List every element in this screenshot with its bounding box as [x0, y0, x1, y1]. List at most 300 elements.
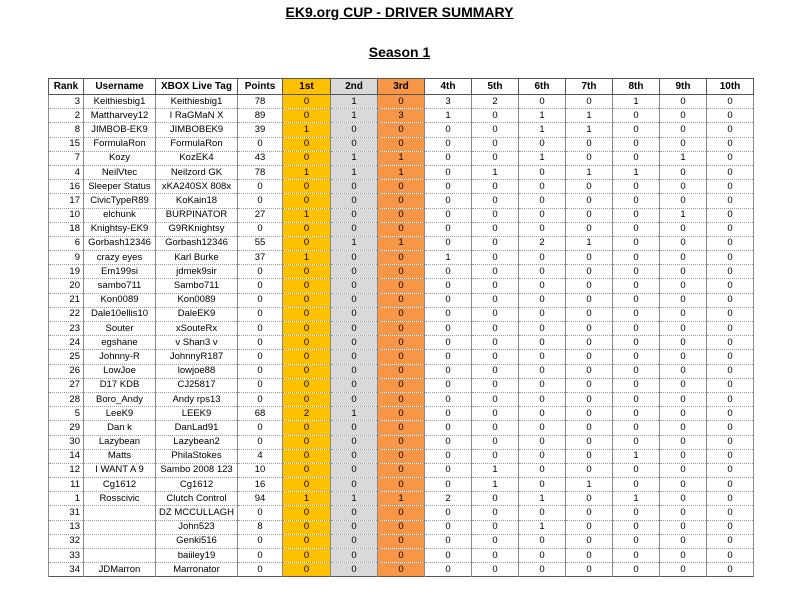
cell-5th: 0 — [472, 293, 519, 307]
cell-1st: 1 — [283, 492, 331, 506]
cell-xbox-tag: BURPINATOR — [156, 208, 238, 222]
cell-3rd: 0 — [378, 549, 425, 563]
cell-5th: 0 — [472, 151, 519, 165]
table-row — [49, 449, 754, 463]
cell-10th: 0 — [707, 180, 754, 194]
cell-points: 0 — [238, 506, 283, 520]
cell-rank: 1 — [49, 492, 84, 506]
cell-10th: 0 — [707, 165, 754, 179]
cell-10th: 0 — [707, 449, 754, 463]
cell-4th: 0 — [425, 449, 472, 463]
cell-xbox-tag: Keithiesbig1 — [156, 95, 238, 109]
cell-rank: 7 — [49, 151, 84, 165]
cell-5th: 0 — [472, 336, 519, 350]
cell-points: 0 — [238, 549, 283, 563]
cell-1st: 0 — [283, 534, 331, 548]
cell-10th: 0 — [707, 137, 754, 151]
cell-1st: 0 — [283, 506, 331, 520]
cell-username: sambo711 — [84, 279, 156, 293]
cell-1st: 0 — [283, 520, 331, 534]
cell-5th: 0 — [472, 322, 519, 336]
cell-9th: 0 — [660, 392, 707, 406]
cell-2nd: 0 — [331, 137, 378, 151]
cell-4th: 0 — [425, 364, 472, 378]
table-row — [49, 421, 754, 435]
cell-10th: 0 — [707, 478, 754, 492]
cell-rank: 6 — [49, 236, 84, 250]
cell-xbox-tag: Neilzord GK — [156, 165, 238, 179]
cell-rank: 26 — [49, 364, 84, 378]
cell-8th: 0 — [613, 279, 660, 293]
cell-username: FormulaRon — [84, 137, 156, 151]
cell-2nd: 1 — [331, 407, 378, 421]
table-row — [49, 520, 754, 534]
table-row — [49, 307, 754, 321]
cell-8th: 0 — [613, 407, 660, 421]
cell-2nd: 0 — [331, 392, 378, 406]
cell-7th: 0 — [566, 506, 613, 520]
cell-9th: 0 — [660, 378, 707, 392]
cell-7th: 0 — [566, 421, 613, 435]
cell-10th: 0 — [707, 421, 754, 435]
cell-2nd: 0 — [331, 563, 378, 577]
cell-2nd: 0 — [331, 350, 378, 364]
cell-2nd: 0 — [331, 421, 378, 435]
cell-username: Johnny-R — [84, 350, 156, 364]
cell-username: elchunk — [84, 208, 156, 222]
cell-4th: 0 — [425, 322, 472, 336]
cell-9th: 0 — [660, 251, 707, 265]
cell-3rd: 0 — [378, 350, 425, 364]
cell-9th: 1 — [660, 208, 707, 222]
cell-xbox-tag: PhilaStokes — [156, 449, 238, 463]
cell-5th: 0 — [472, 194, 519, 208]
cell-username: CivicTypeR89 — [84, 194, 156, 208]
cell-3rd: 0 — [378, 449, 425, 463]
cell-1st: 0 — [283, 109, 331, 123]
table-row — [49, 322, 754, 336]
header-6th: 6th — [519, 79, 566, 95]
cell-8th: 0 — [613, 336, 660, 350]
cell-5th: 0 — [472, 435, 519, 449]
cell-4th: 0 — [425, 435, 472, 449]
cell-points: 55 — [238, 236, 283, 250]
cell-6th: 0 — [519, 137, 566, 151]
cell-3rd: 0 — [378, 506, 425, 520]
header-5th: 5th — [472, 79, 519, 95]
cell-10th: 0 — [707, 322, 754, 336]
cell-6th: 0 — [519, 478, 566, 492]
cell-username: Mattharvey12 — [84, 109, 156, 123]
cell-6th: 0 — [519, 336, 566, 350]
cell-3rd: 0 — [378, 392, 425, 406]
cell-rank: 10 — [49, 208, 84, 222]
cell-6th: 2 — [519, 236, 566, 250]
cell-2nd: 0 — [331, 463, 378, 477]
cell-6th: 0 — [519, 165, 566, 179]
cell-rank: 29 — [49, 421, 84, 435]
cell-username: JDMarron — [84, 563, 156, 577]
cell-5th: 0 — [472, 563, 519, 577]
cell-7th: 1 — [566, 109, 613, 123]
cell-9th: 0 — [660, 407, 707, 421]
cell-username: JIMBOB-EK9 — [84, 123, 156, 137]
cell-1st: 0 — [283, 95, 331, 109]
cell-points: 94 — [238, 492, 283, 506]
cell-xbox-tag: Lazybean2 — [156, 435, 238, 449]
cell-8th: 0 — [613, 378, 660, 392]
cell-xbox-tag: JohnnyR187 — [156, 350, 238, 364]
table-row — [49, 265, 754, 279]
cell-3rd: 0 — [378, 95, 425, 109]
cell-7th: 1 — [566, 236, 613, 250]
cell-xbox-tag: LEEK9 — [156, 407, 238, 421]
table-row — [49, 151, 754, 165]
cell-7th: 0 — [566, 463, 613, 477]
cell-2nd: 0 — [331, 279, 378, 293]
header-9th: 9th — [660, 79, 707, 95]
cell-4th: 0 — [425, 563, 472, 577]
cell-points: 10 — [238, 463, 283, 477]
cell-8th: 0 — [613, 265, 660, 279]
table-row — [49, 251, 754, 265]
cell-xbox-tag: xKA240SX 808x — [156, 180, 238, 194]
cell-9th: 0 — [660, 194, 707, 208]
cell-7th: 0 — [566, 407, 613, 421]
cell-3rd: 0 — [378, 478, 425, 492]
cell-2nd: 0 — [331, 478, 378, 492]
cell-5th: 0 — [472, 236, 519, 250]
cell-3rd: 0 — [378, 563, 425, 577]
cell-7th: 0 — [566, 322, 613, 336]
cell-8th: 1 — [613, 165, 660, 179]
cell-9th: 0 — [660, 222, 707, 236]
cell-rank: 3 — [49, 95, 84, 109]
cell-rank: 23 — [49, 322, 84, 336]
cell-4th: 0 — [425, 506, 472, 520]
cell-7th: 0 — [566, 350, 613, 364]
cell-4th: 0 — [425, 421, 472, 435]
cell-8th: 0 — [613, 307, 660, 321]
cell-5th: 0 — [472, 364, 519, 378]
cell-2nd: 0 — [331, 322, 378, 336]
cell-points: 68 — [238, 407, 283, 421]
cell-7th: 0 — [566, 492, 613, 506]
cell-7th: 0 — [566, 378, 613, 392]
cell-7th: 0 — [566, 95, 613, 109]
cell-4th: 0 — [425, 123, 472, 137]
cell-4th: 0 — [425, 279, 472, 293]
cell-7th: 0 — [566, 549, 613, 563]
cell-rank: 32 — [49, 534, 84, 548]
cell-6th: 1 — [519, 109, 566, 123]
cell-xbox-tag: Genki516 — [156, 534, 238, 548]
cell-2nd: 1 — [331, 151, 378, 165]
cell-username: Rosscivic — [84, 492, 156, 506]
cell-6th: 0 — [519, 194, 566, 208]
cell-7th: 0 — [566, 194, 613, 208]
cell-9th: 0 — [660, 336, 707, 350]
cell-9th: 0 — [660, 534, 707, 548]
cell-points: 0 — [238, 392, 283, 406]
cell-8th: 0 — [613, 322, 660, 336]
cell-rank: 8 — [49, 123, 84, 137]
cell-points: 0 — [238, 293, 283, 307]
cell-1st: 0 — [283, 392, 331, 406]
header-points: Points — [238, 79, 283, 95]
cell-2nd: 0 — [331, 307, 378, 321]
cell-1st: 0 — [283, 307, 331, 321]
cell-xbox-tag: Kon0089 — [156, 293, 238, 307]
table-row — [49, 392, 754, 406]
cell-5th: 0 — [472, 492, 519, 506]
cell-1st: 0 — [283, 336, 331, 350]
table-row — [49, 478, 754, 492]
cell-9th: 0 — [660, 421, 707, 435]
cell-8th: 0 — [613, 392, 660, 406]
header-1st: 1st — [283, 79, 331, 95]
cell-xbox-tag: DanLad91 — [156, 421, 238, 435]
cell-3rd: 0 — [378, 307, 425, 321]
cell-5th: 0 — [472, 392, 519, 406]
cell-username: crazy eyes — [84, 251, 156, 265]
cell-7th: 0 — [566, 364, 613, 378]
cell-2nd: 0 — [331, 336, 378, 350]
cell-points: 0 — [238, 364, 283, 378]
cell-points: 43 — [238, 151, 283, 165]
cell-6th: 0 — [519, 222, 566, 236]
cell-xbox-tag: KoKain18 — [156, 194, 238, 208]
cell-8th: 0 — [613, 251, 660, 265]
cell-4th: 0 — [425, 265, 472, 279]
cell-10th: 0 — [707, 350, 754, 364]
cell-rank: 31 — [49, 506, 84, 520]
cell-1st: 0 — [283, 322, 331, 336]
cell-1st: 0 — [283, 265, 331, 279]
cell-3rd: 0 — [378, 194, 425, 208]
cell-5th: 0 — [472, 350, 519, 364]
cell-8th: 1 — [613, 449, 660, 463]
header-username: Username — [84, 79, 156, 95]
header-4th: 4th — [425, 79, 472, 95]
cell-9th: 0 — [660, 350, 707, 364]
cell-6th: 0 — [519, 350, 566, 364]
cell-7th: 0 — [566, 336, 613, 350]
cell-6th: 0 — [519, 180, 566, 194]
cell-4th: 0 — [425, 222, 472, 236]
cell-2nd: 0 — [331, 364, 378, 378]
cell-9th: 0 — [660, 123, 707, 137]
cell-3rd: 0 — [378, 322, 425, 336]
season-title: Season 1 — [368, 44, 431, 60]
cell-10th: 0 — [707, 435, 754, 449]
cell-8th: 0 — [613, 478, 660, 492]
cell-9th: 0 — [660, 265, 707, 279]
header-xbox-tag: XBOX Live Tag — [156, 79, 238, 95]
cell-9th: 0 — [660, 109, 707, 123]
cell-6th: 0 — [519, 307, 566, 321]
page-title: EK9.org CUP - DRIVER SUMMARY — [285, 4, 514, 20]
cell-10th: 0 — [707, 549, 754, 563]
cell-3rd: 1 — [378, 151, 425, 165]
cell-7th: 1 — [566, 165, 613, 179]
cell-4th: 0 — [425, 407, 472, 421]
cell-4th: 0 — [425, 151, 472, 165]
driver-summary-table — [48, 78, 754, 577]
cell-9th: 0 — [660, 137, 707, 151]
table-row — [49, 336, 754, 350]
cell-7th: 1 — [566, 478, 613, 492]
cell-username: Sleeper Status — [84, 180, 156, 194]
cell-xbox-tag: Gorbash12346 — [156, 236, 238, 250]
header-8th: 8th — [613, 79, 660, 95]
cell-5th: 0 — [472, 534, 519, 548]
cell-4th: 0 — [425, 336, 472, 350]
cell-username: Lazybean — [84, 435, 156, 449]
cell-points: 0 — [238, 180, 283, 194]
cell-3rd: 1 — [378, 165, 425, 179]
cell-3rd: 0 — [378, 251, 425, 265]
cell-username: egshane — [84, 336, 156, 350]
cell-7th: 0 — [566, 307, 613, 321]
cell-points: 0 — [238, 137, 283, 151]
cell-1st: 0 — [283, 478, 331, 492]
cell-xbox-tag: baiiley19 — [156, 549, 238, 563]
cell-8th: 0 — [613, 151, 660, 165]
cell-7th: 0 — [566, 180, 613, 194]
cell-4th: 0 — [425, 194, 472, 208]
cell-xbox-tag: KozEK4 — [156, 151, 238, 165]
cell-10th: 0 — [707, 279, 754, 293]
cell-username: Cg1612 — [84, 478, 156, 492]
cell-7th: 0 — [566, 435, 613, 449]
cell-username: Kon0089 — [84, 293, 156, 307]
cell-4th: 0 — [425, 293, 472, 307]
cell-10th: 0 — [707, 492, 754, 506]
cell-6th: 0 — [519, 208, 566, 222]
cell-6th: 0 — [519, 378, 566, 392]
table-row — [49, 364, 754, 378]
cell-6th: 0 — [519, 435, 566, 449]
cell-username — [84, 534, 156, 548]
cell-1st: 0 — [283, 137, 331, 151]
cell-9th: 0 — [660, 563, 707, 577]
cell-rank: 30 — [49, 435, 84, 449]
cell-1st: 0 — [283, 378, 331, 392]
cell-10th: 0 — [707, 208, 754, 222]
cell-3rd: 0 — [378, 421, 425, 435]
cell-10th: 0 — [707, 95, 754, 109]
cell-10th: 0 — [707, 123, 754, 137]
cell-6th: 0 — [519, 364, 566, 378]
table-row — [49, 378, 754, 392]
cell-3rd: 0 — [378, 534, 425, 548]
cell-username: Dan k — [84, 421, 156, 435]
cell-6th: 0 — [519, 251, 566, 265]
cell-1st: 0 — [283, 279, 331, 293]
cell-rank: 11 — [49, 478, 84, 492]
cell-5th: 1 — [472, 463, 519, 477]
cell-rank: 21 — [49, 293, 84, 307]
cell-10th: 0 — [707, 506, 754, 520]
cell-4th: 0 — [425, 350, 472, 364]
cell-rank: 34 — [49, 563, 84, 577]
cell-7th: 0 — [566, 137, 613, 151]
cell-7th: 0 — [566, 520, 613, 534]
cell-6th: 0 — [519, 95, 566, 109]
cell-5th: 0 — [472, 279, 519, 293]
cell-4th: 3 — [425, 95, 472, 109]
cell-points: 78 — [238, 165, 283, 179]
cell-points: 0 — [238, 350, 283, 364]
cell-8th: 1 — [613, 95, 660, 109]
cell-10th: 0 — [707, 307, 754, 321]
cell-rank: 27 — [49, 378, 84, 392]
cell-8th: 0 — [613, 180, 660, 194]
cell-6th: 1 — [519, 123, 566, 137]
cell-9th: 0 — [660, 364, 707, 378]
cell-10th: 0 — [707, 336, 754, 350]
cell-8th: 0 — [613, 109, 660, 123]
table-row — [49, 549, 754, 563]
cell-3rd: 0 — [378, 265, 425, 279]
cell-3rd: 0 — [378, 463, 425, 477]
table-row — [49, 180, 754, 194]
cell-points: 0 — [238, 265, 283, 279]
cell-8th: 0 — [613, 435, 660, 449]
cell-4th: 1 — [425, 109, 472, 123]
cell-1st: 0 — [283, 350, 331, 364]
cell-4th: 0 — [425, 165, 472, 179]
cell-6th: 0 — [519, 407, 566, 421]
cell-6th: 1 — [519, 492, 566, 506]
cell-5th: 1 — [472, 165, 519, 179]
cell-points: 0 — [238, 194, 283, 208]
cell-8th: 0 — [613, 563, 660, 577]
cell-9th: 0 — [660, 236, 707, 250]
cell-5th: 0 — [472, 251, 519, 265]
cell-7th: 1 — [566, 123, 613, 137]
cell-10th: 0 — [707, 222, 754, 236]
cell-4th: 0 — [425, 180, 472, 194]
cell-7th: 0 — [566, 293, 613, 307]
cell-4th: 0 — [425, 392, 472, 406]
cell-9th: 0 — [660, 279, 707, 293]
cell-rank: 16 — [49, 180, 84, 194]
cell-6th: 0 — [519, 449, 566, 463]
cell-2nd: 0 — [331, 194, 378, 208]
cell-username: LowJoe — [84, 364, 156, 378]
cell-2nd: 0 — [331, 378, 378, 392]
cell-xbox-tag: JIMBOBEK9 — [156, 123, 238, 137]
cell-5th: 0 — [472, 109, 519, 123]
table-row — [49, 293, 754, 307]
cell-4th: 0 — [425, 137, 472, 151]
cell-rank: 15 — [49, 137, 84, 151]
cell-5th: 0 — [472, 520, 519, 534]
table-row — [49, 506, 754, 520]
cell-3rd: 0 — [378, 137, 425, 151]
cell-9th: 0 — [660, 307, 707, 321]
cell-xbox-tag: Cg1612 — [156, 478, 238, 492]
cell-4th: 0 — [425, 534, 472, 548]
cell-8th: 0 — [613, 364, 660, 378]
cell-10th: 0 — [707, 378, 754, 392]
cell-rank: 4 — [49, 165, 84, 179]
cell-9th: 0 — [660, 506, 707, 520]
table-row — [49, 222, 754, 236]
cell-rank: 22 — [49, 307, 84, 321]
